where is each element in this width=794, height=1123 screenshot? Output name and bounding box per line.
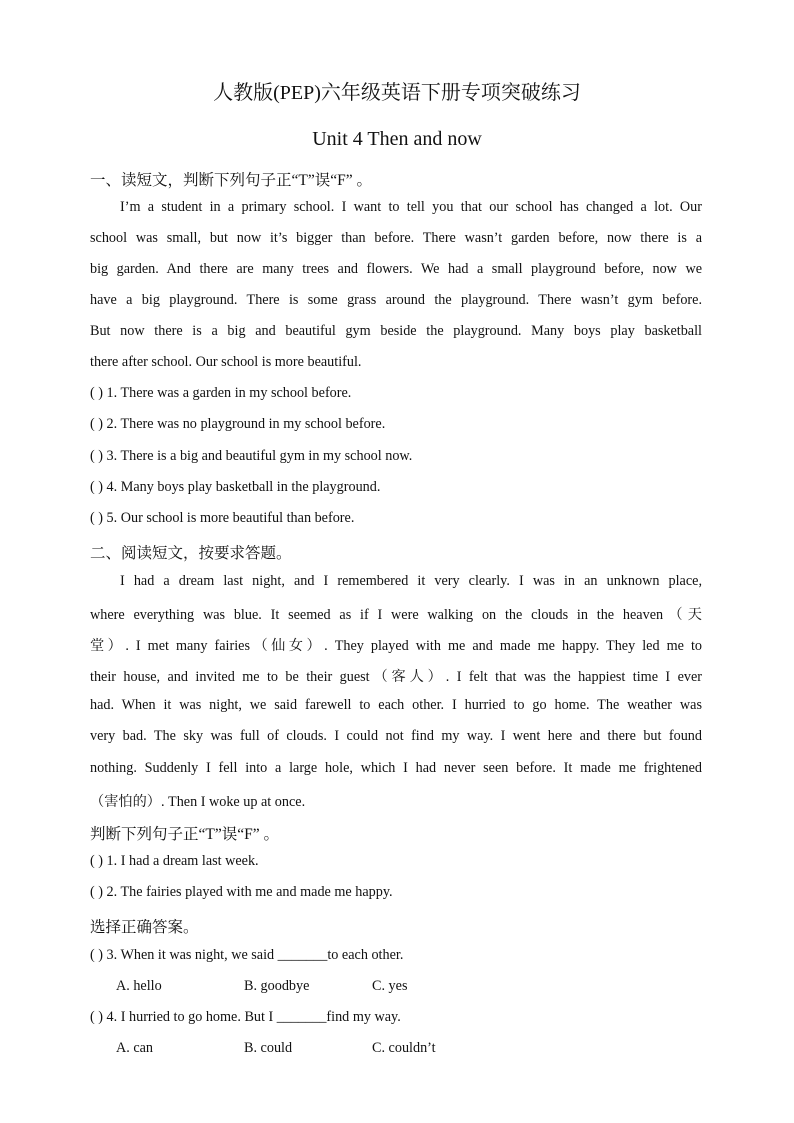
mc-option: B. goodbye: [244, 978, 310, 994]
section1-question: ( ) 3. There is a big and beautiful gym in my school now.: [90, 448, 413, 464]
mc-question-stem: ( ) 3. When it was night, we said _______to each other.: [90, 947, 404, 963]
mc-question-stem: ( ) 4. I hurried to go home. But I _______find my way.: [90, 1009, 401, 1025]
section2-passage-line: （害怕的）. Then I woke up at once.: [90, 794, 306, 810]
section1-passage-line: there after school. Our school is more beautiful.: [90, 354, 362, 370]
section1-passage-line: have a big playground. There is some grass around the playground. There wasn’t gym before.: [90, 292, 702, 308]
mc-option: C. yes: [372, 978, 408, 994]
section2-passage-line: nothing. Suddenly I fell into a large hole, which I had never seen before. It made me frightened: [90, 760, 702, 776]
tf-question: ( ) 2. The fairies played with me and made me happy.: [90, 884, 393, 900]
section1-passage-line: But now there is a big and beautiful gym beside the playground. Many boys play basketball: [90, 323, 702, 339]
section2-passage-line: where everything was blue. It seemed as if I were walking on the clouds in the heaven（天: [90, 607, 702, 623]
section2-passage-line: their house, and invited me to be their guest（客人）. I felt that was the happiest time I ever: [90, 669, 702, 685]
mc-option: A. hello: [116, 978, 162, 994]
mc-option: A. can: [116, 1040, 154, 1056]
tf-question: ( ) 1. I had a dream last week.: [90, 853, 259, 869]
section1-question: ( ) 5. Our school is more beautiful than before.: [90, 510, 355, 526]
section1-heading: 一、读短文，判断下列句子正“T”误“F” 。: [90, 172, 372, 189]
section2-passage-line: had. When it was night, we said farewell to each other. I hurried to go home. The weather was: [90, 697, 702, 713]
section1-question: ( ) 4. Many boys play basketball in the playground.: [90, 479, 381, 495]
mc-option: B. could: [244, 1040, 293, 1056]
section1-passage-line: I’m a student in a primary school. I want to tell you that our school has changed a lot. Our: [120, 199, 702, 215]
page-title: 人教版(PEP)六年级英语下册专项突破练习: [213, 82, 581, 104]
mc-option: C. couldn’t: [372, 1040, 436, 1056]
section2-passage-line: very bad. The sky was full of clouds. I could not find my way. I went here and there but found: [90, 728, 702, 744]
section2-heading: 二、阅读短文，按要求答题。: [90, 545, 292, 562]
section2-passage-line: 堂）. I met many fairies（仙女）. They played with me and made me happy. They led me to: [90, 638, 702, 654]
unit-title: Unit 4 Then and now: [312, 128, 482, 150]
section2-passage-line: I had a dream last night, and I remembered it very clearly. I was in an unknown place,: [120, 573, 702, 589]
section1-question: ( ) 2. There was no playground in my school before.: [90, 416, 386, 432]
mc-heading: 选择正确答案。: [90, 919, 199, 936]
section1-passage-line: school was small, but now it’s bigger than before. There wasn’t garden before, now there is a: [90, 230, 702, 246]
section1-question: ( ) 1. There was a garden in my school before.: [90, 385, 352, 401]
section1-passage-line: big garden. And there are many trees and flowers. We had a small playground before, now we: [90, 261, 702, 277]
tf-heading: 判断下列句子正“T”误“F” 。: [90, 826, 279, 843]
